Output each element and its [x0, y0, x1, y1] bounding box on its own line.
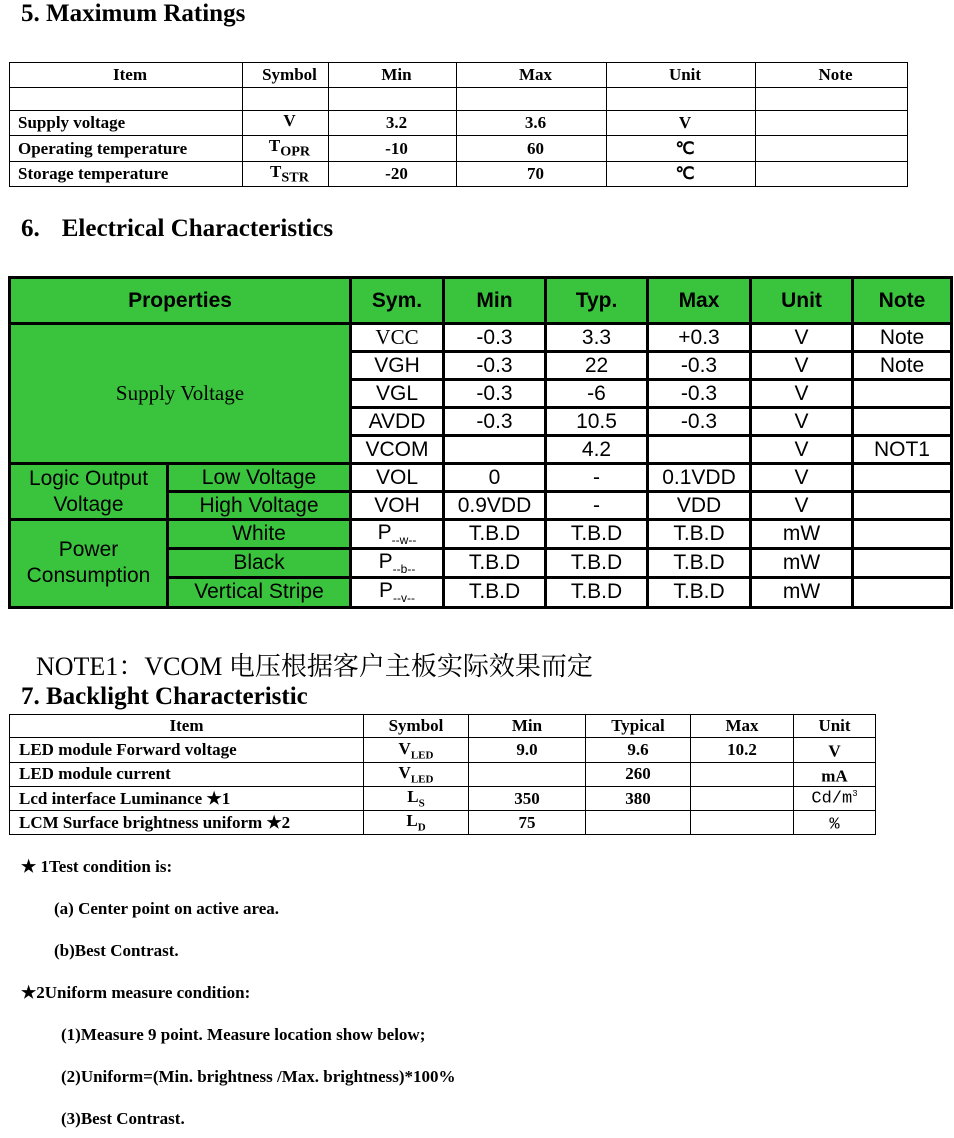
unit-cell: V [794, 738, 876, 763]
note-cell [756, 161, 908, 186]
symbol-cell: $L_D$ [364, 810, 469, 835]
typ-cell: -6 [546, 380, 648, 408]
max-cell: T.B.D [648, 578, 751, 607]
table-row [10, 136, 908, 161]
header-cell: Min [444, 278, 546, 324]
min-cell: -20 [329, 161, 457, 186]
typ-cell [586, 810, 691, 835]
unit-cell: mW [751, 520, 853, 549]
test-condition-note: ★ 1Test condition is: [21, 857, 173, 876]
max-cell: -0.3 [648, 408, 751, 436]
min-cell: 3.2 [329, 111, 457, 136]
min-cell [469, 762, 586, 787]
unit-cell: V [751, 464, 853, 492]
symbol-cell: VCC [351, 324, 444, 352]
typ-cell: 9.6 [586, 738, 691, 763]
maximum-ratings-table [9, 62, 908, 187]
unit-cell: ℃ [607, 161, 756, 186]
min-cell: 0.9VDD [444, 492, 546, 520]
unit-cell: ℃ [607, 136, 756, 161]
max-cell: T.B.D [648, 549, 751, 578]
empty-row [10, 88, 908, 111]
note-center-point: (a) Center point on active area. [54, 899, 280, 918]
typ-cell: 260 [586, 762, 691, 787]
max-cell: 0.1VDD [648, 464, 751, 492]
table-row [10, 787, 876, 810]
max-cell: 3.6 [457, 111, 607, 136]
header-cell: Typ. [546, 278, 648, 324]
unit-cell: V [751, 492, 853, 520]
typ-cell: T.B.D [546, 520, 648, 549]
note-measure-points: (1)Measure 9 point. Measure location show below; [61, 1025, 426, 1044]
header-cell: Max [691, 715, 794, 738]
typ-cell: - [546, 464, 648, 492]
header-cell: Symbol [243, 63, 329, 88]
max-cell [691, 762, 794, 787]
header-cell: Min [469, 715, 586, 738]
symbol-cell: $P_{--b--}$ [351, 549, 444, 578]
min-cell: -0.3 [444, 352, 546, 380]
max-cell: T.B.D [648, 520, 751, 549]
unit-cell: V [607, 111, 756, 136]
min-cell: 75 [469, 810, 586, 835]
sub-label-cell: High Voltage [168, 492, 351, 520]
note-cell: Note [853, 324, 952, 352]
sub-label-cell: Low Voltage [168, 464, 351, 492]
symbol-cell: $L_S$ [364, 787, 469, 810]
header-cell: Note [756, 63, 908, 88]
min-cell: 0 [444, 464, 546, 492]
table-row [10, 762, 876, 787]
typ-cell: T.B.D [546, 549, 648, 578]
note-cell [853, 549, 952, 578]
table-row [10, 464, 952, 492]
symbol-cell: V [243, 111, 329, 136]
unit-cell: % [794, 810, 876, 835]
header-cell: Unit [751, 278, 853, 324]
uniform-condition-note: ★2Uniform measure condition: [21, 983, 251, 1002]
min-cell: 350 [469, 787, 586, 810]
unit-cell: V [751, 408, 853, 436]
item-cell: Operating temperature [10, 136, 243, 161]
section7-title: 7. Backlight Characteristic [21, 683, 308, 710]
section5-title: 5. Maximum Ratings [21, 0, 246, 27]
min-cell: T.B.D [444, 549, 546, 578]
symbol-cell: $P_{--w--}$ [351, 520, 444, 549]
header-cell: Unit [794, 715, 876, 738]
electrical-characteristics-table [8, 276, 953, 609]
item-cell: LCM Surface brightness uniform ★2 [10, 810, 364, 835]
symbol-cell: VGL [351, 380, 444, 408]
note-cell [756, 136, 908, 161]
item-cell: LED module current [10, 762, 364, 787]
power-consumption-label: Power Consumption [10, 520, 168, 608]
min-cell: -0.3 [444, 408, 546, 436]
supply-voltage-label: Supply Voltage [10, 324, 351, 464]
unit-cell: V [751, 380, 853, 408]
max-cell: -0.3 [648, 380, 751, 408]
min-cell: -10 [329, 136, 457, 161]
note-cell [756, 111, 908, 136]
note-cell [853, 520, 952, 549]
max-cell: 10.2 [691, 738, 794, 763]
symbol-cell: $P_{--v--}$ [351, 578, 444, 607]
note-best-contrast-2: (3)Best Contrast. [61, 1109, 185, 1128]
typ-cell: 380 [586, 787, 691, 810]
note-uniform-formula: (2)Uniform=(Min. brightness /Max. brightness)*100% [61, 1067, 456, 1086]
table-header-row [10, 715, 876, 738]
item-cell: Storage temperature [10, 161, 243, 186]
symbol-cell: $V_{LED}$ [364, 738, 469, 763]
item-cell: Supply voltage [10, 111, 243, 136]
backlight-table [9, 714, 876, 835]
header-cell: Min [329, 63, 457, 88]
unit-cell: mW [751, 549, 853, 578]
section-title-text: Electrical Characteristics [61, 215, 334, 242]
header-cell: Item [10, 715, 364, 738]
table-row [10, 161, 908, 186]
note-best-contrast: (b)Best Contrast. [54, 941, 179, 960]
typ-cell: 22 [546, 352, 648, 380]
item-cell: Lcd interface Luminance ★1 [10, 787, 364, 810]
max-cell [648, 436, 751, 464]
note-cell [853, 492, 952, 520]
table-row [10, 324, 952, 352]
logic-output-label: Logic Output Voltage [10, 464, 168, 520]
vcom-note: NOTE1：VCOM 电压根据客户主板实际效果而定 [36, 652, 593, 681]
min-cell [444, 436, 546, 464]
header-cell: Unit [607, 63, 756, 88]
max-cell [691, 810, 794, 835]
max-cell: 70 [457, 161, 607, 186]
max-cell [691, 787, 794, 810]
note-cell [853, 578, 952, 607]
max-cell: VDD [648, 492, 751, 520]
unit-cell: mW [751, 578, 853, 607]
min-cell: -0.3 [444, 324, 546, 352]
typ-cell: 3.3 [546, 324, 648, 352]
header-cell: Item [10, 63, 243, 88]
unit-cell: mA [794, 762, 876, 787]
max-cell: +0.3 [648, 324, 751, 352]
symbol-cell: VOH [351, 492, 444, 520]
note-cell [853, 380, 952, 408]
note-cell: Note [853, 352, 952, 380]
header-cell: Symbol [364, 715, 469, 738]
sub-label-cell: Black [168, 549, 351, 578]
table-row [10, 520, 952, 549]
min-cell: -0.3 [444, 380, 546, 408]
symbol-cell: $T_{OPR}$ [243, 136, 329, 161]
item-cell: LED module Forward voltage [10, 738, 364, 763]
unit-cell: V [751, 436, 853, 464]
header-cell: Note [853, 278, 952, 324]
note-cell [853, 464, 952, 492]
max-cell: -0.3 [648, 352, 751, 380]
unit-cell: $Cd/m^3$ [794, 787, 876, 810]
typ-cell: T.B.D [546, 578, 648, 607]
max-cell: 60 [457, 136, 607, 161]
header-cell: Properties [10, 278, 351, 324]
header-cell: Max [648, 278, 751, 324]
table-header-row [10, 278, 952, 324]
note-cell: NOT1 [853, 436, 952, 464]
symbol-cell: $T_{STR}$ [243, 161, 329, 186]
typ-cell: - [546, 492, 648, 520]
section-number: 6. [21, 215, 40, 242]
unit-cell: V [751, 352, 853, 380]
header-cell: Max [457, 63, 607, 88]
symbol-cell: VGH [351, 352, 444, 380]
typ-cell: 10.5 [546, 408, 648, 436]
table-row [10, 738, 876, 763]
symbol-cell: $V_{LED}$ [364, 762, 469, 787]
section6-title [21, 215, 333, 243]
table-row [10, 810, 876, 835]
symbol-cell: VOL [351, 464, 444, 492]
symbol-cell: AVDD [351, 408, 444, 436]
min-cell: 9.0 [469, 738, 586, 763]
note-cell [853, 408, 952, 436]
typ-cell: 4.2 [546, 436, 648, 464]
symbol-cell: VCOM [351, 436, 444, 464]
unit-cell: V [751, 324, 853, 352]
table-row [10, 111, 908, 136]
header-cell: Typical [586, 715, 691, 738]
sub-label-cell: Vertical Stripe [168, 578, 351, 607]
sub-label-cell: White [168, 520, 351, 549]
header-cell: Sym. [351, 278, 444, 324]
table-header-row [10, 63, 908, 88]
min-cell: T.B.D [444, 520, 546, 549]
min-cell: T.B.D [444, 578, 546, 607]
